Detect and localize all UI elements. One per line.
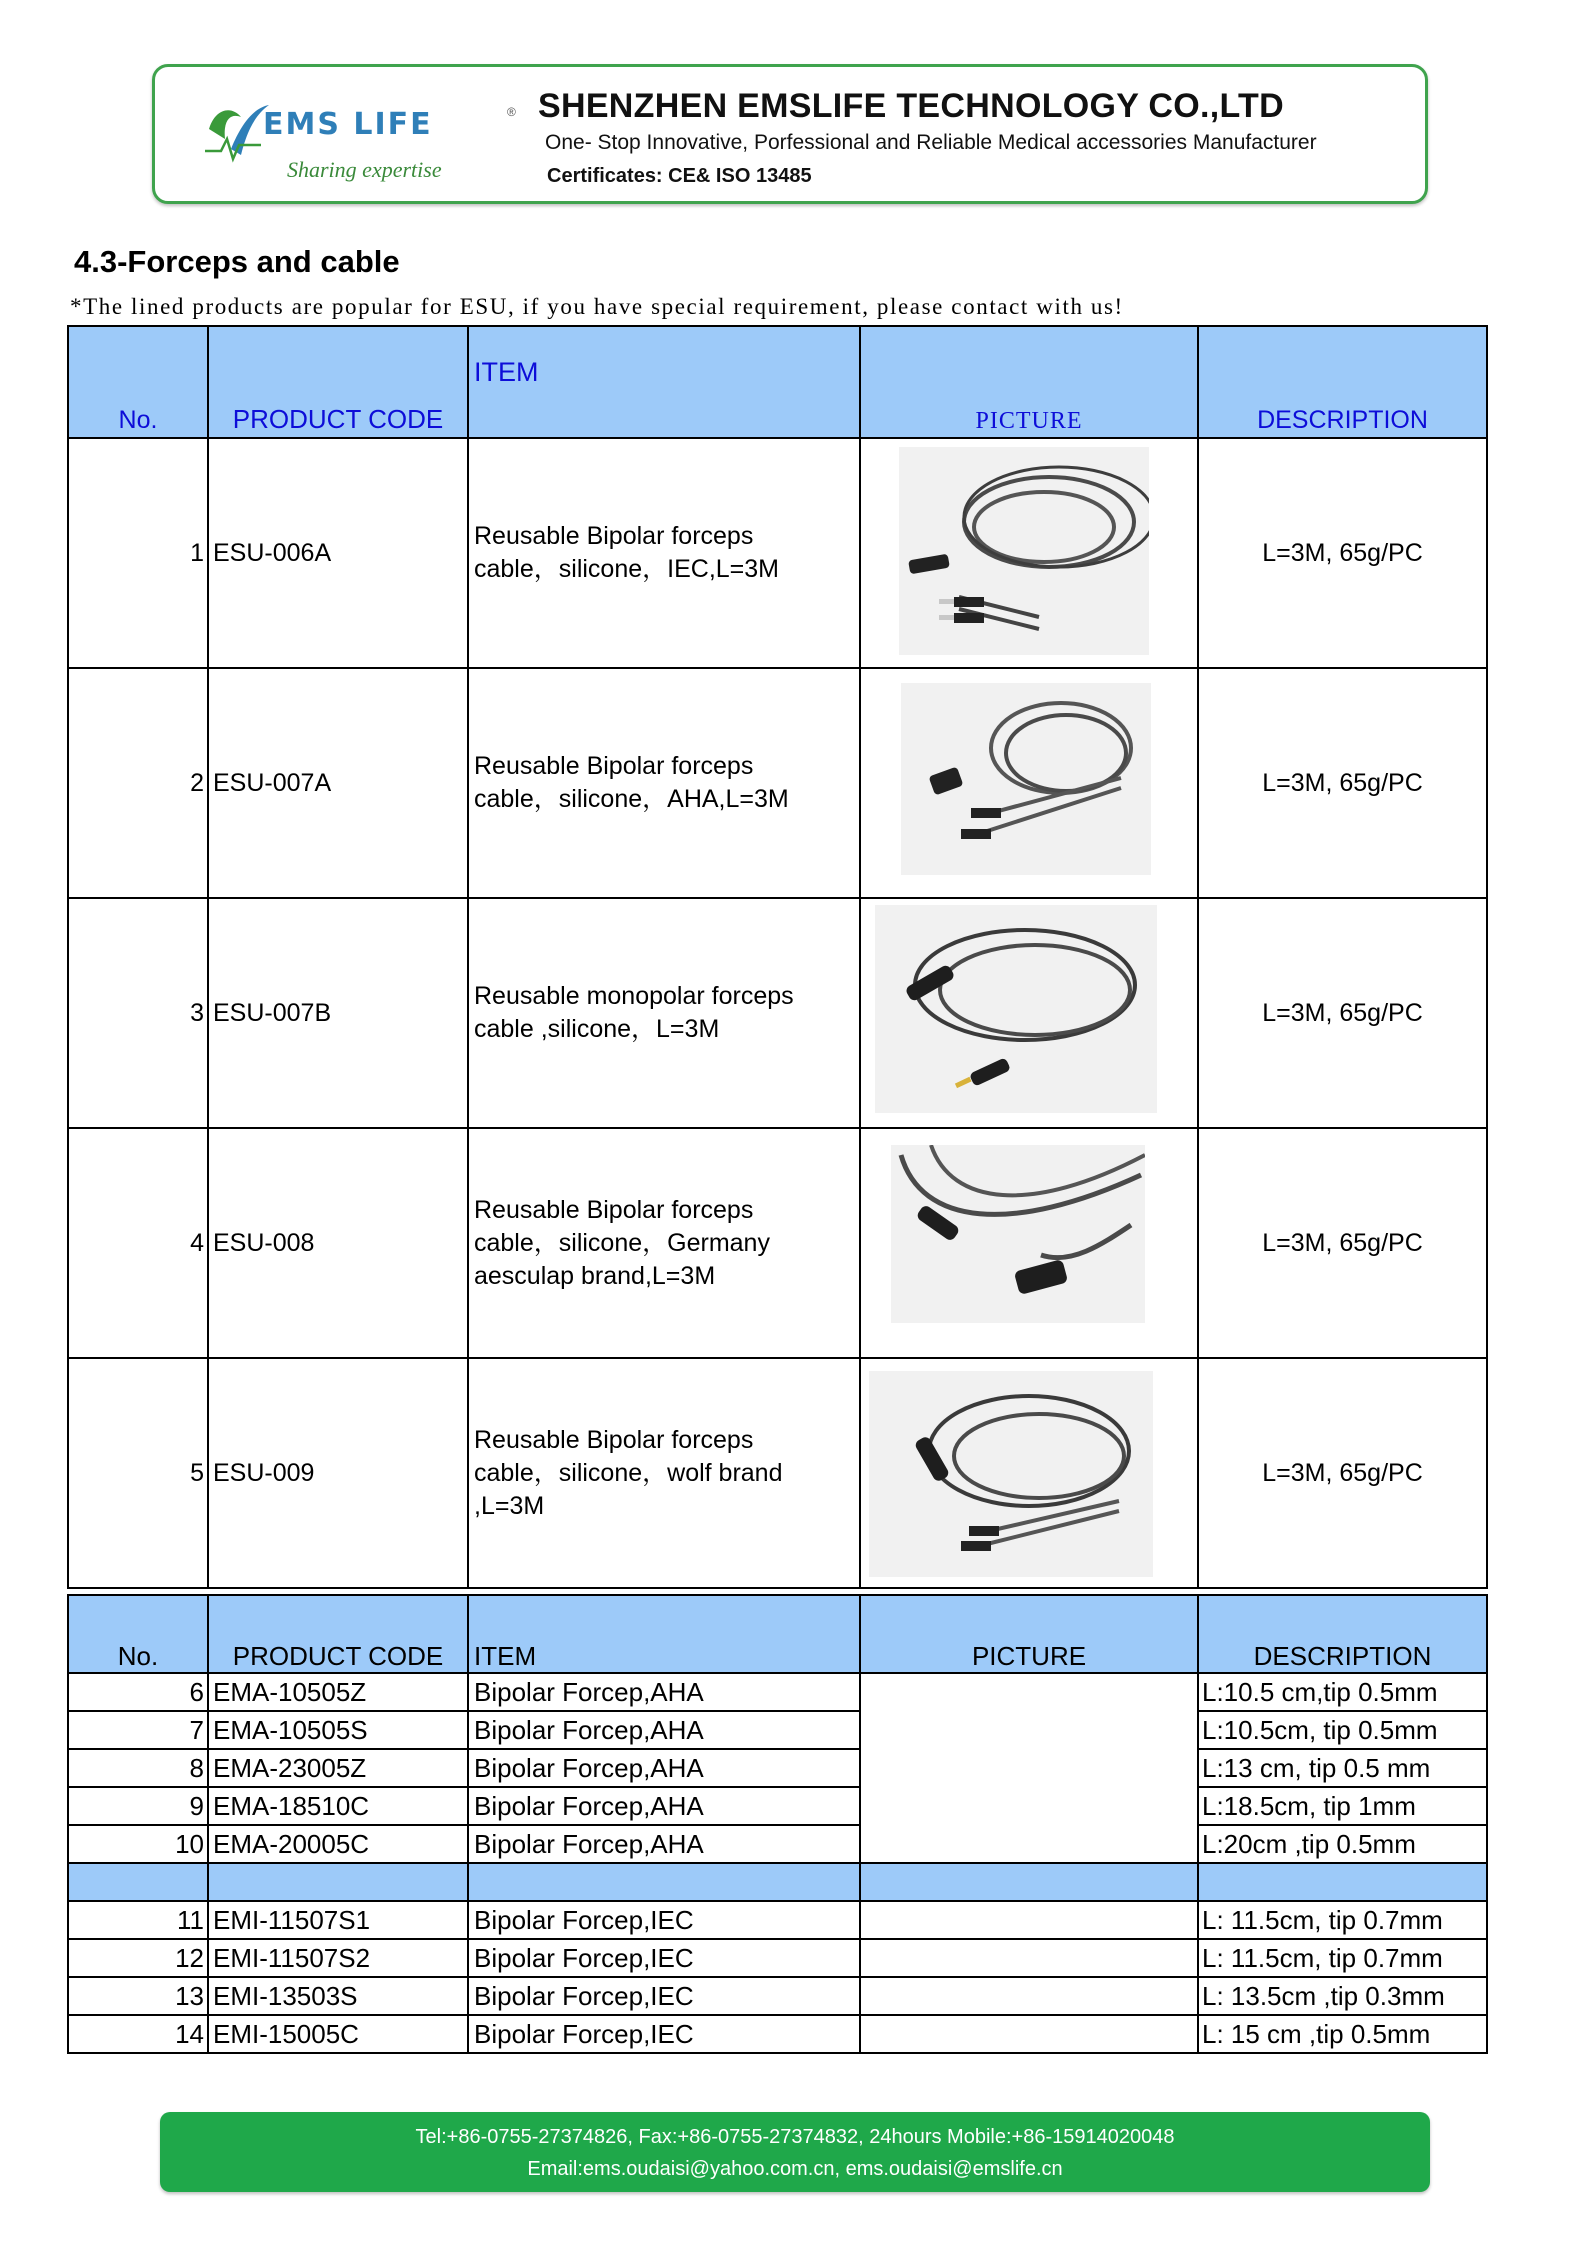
table-row [68, 1977, 1487, 2015]
row-picture [860, 1673, 1198, 1863]
row-no: 12 [68, 1939, 208, 1977]
row-item-line: aesculap brand,L=3M [474, 1261, 716, 1290]
table-row [68, 2015, 1487, 2053]
row-no: 3 [68, 898, 208, 1128]
row-no: 14 [68, 2015, 208, 2053]
logo-brand-text: EMS LIFE [263, 107, 433, 142]
row-description: L=3M, 65g/PC [1198, 898, 1487, 1128]
row-no: 9 [68, 1787, 208, 1825]
row-no: 8 [68, 1749, 208, 1787]
row-product-code: EMI-11507S1 [208, 1901, 468, 1939]
table-row [68, 438, 1487, 668]
row-no: 2 [68, 668, 208, 898]
header-picture: PICTURE [860, 1595, 1198, 1673]
row-no: 1 [68, 438, 208, 668]
row-picture [860, 1939, 1198, 1977]
row-product-code: EMA-10505Z [208, 1673, 468, 1711]
header-item: ITEM [468, 1595, 860, 1673]
row-no: 6 [68, 1673, 208, 1711]
table-row [68, 898, 1487, 1128]
row-item: Bipolar Forcep,AHA [468, 1825, 860, 1863]
footer-phone-line: Tel:+86-0755-27374826, Fax:+86-0755-27374832, 24hours Mobile:+86-15914020048 [415, 2126, 1175, 2148]
table-row [68, 1673, 1487, 1711]
row-item: Bipolar Forcep,AHA [468, 1749, 860, 1787]
row-item-line: cable ,silicone，L=3M [474, 1015, 720, 1043]
row-no: 7 [68, 1711, 208, 1749]
table-header-row [68, 1595, 1487, 1673]
row-product-code: ESU-008 [208, 1128, 468, 1358]
row-item-line: ,L=3M [474, 1491, 545, 1520]
table-row [68, 1128, 1487, 1358]
row-description: L:10.5cm, tip 0.5mm [1198, 1711, 1487, 1749]
row-picture [860, 668, 1198, 898]
table-row [68, 1787, 1487, 1825]
table-row [68, 1358, 1487, 1588]
row-item [468, 668, 860, 898]
row-item: Bipolar Forcep,AHA [468, 1787, 860, 1825]
row-item: Bipolar Forcep,IEC [468, 1939, 860, 1977]
table-header-row [68, 326, 1487, 438]
section-note: *The lined products are popular for ESU, if you have special requirement, please contact with us! [70, 294, 1124, 319]
row-product-code: ESU-007B [208, 898, 468, 1128]
row-product-code: EMI-11507S2 [208, 1939, 468, 1977]
row-item [468, 898, 860, 1128]
company-tagline: One- Stop Innovative, Porfessional and Reliable Medical accessories Manufacturer [545, 131, 1317, 154]
cable-products-table [67, 325, 1488, 1589]
row-item [468, 438, 860, 668]
company-certificates: Certificates: CE& ISO 13485 [547, 165, 812, 187]
table-row [68, 1711, 1487, 1749]
row-description: L: 11.5cm, tip 0.7mm [1198, 1939, 1487, 1977]
row-description: L=3M, 65g/PC [1198, 438, 1487, 668]
row-item: Bipolar Forcep,IEC [468, 1901, 860, 1939]
row-no: 11 [68, 1901, 208, 1939]
row-description: L:20cm ,tip 0.5mm [1198, 1825, 1487, 1863]
row-description: L=3M, 65g/PC [1198, 1128, 1487, 1358]
row-item [468, 1358, 860, 1588]
company-name: SHENZHEN EMSLIFE TECHNOLOGY CO.,LTD [538, 87, 1284, 125]
row-item-line: Reusable monopolar forceps [474, 982, 794, 1010]
row-product-code: EMI-15005C [208, 2015, 468, 2053]
row-item-line: cable，silicone，IEC,L=3M [474, 555, 779, 583]
header-description: DESCRIPTION [1198, 1595, 1487, 1673]
row-item-line: Reusable Bipolar forceps [474, 522, 754, 550]
row-product-code: EMI-13503S [208, 1977, 468, 2015]
row-no: 13 [68, 1977, 208, 2015]
contact-footer [160, 2112, 1430, 2192]
row-picture [860, 1901, 1198, 1939]
row-product-code: EMA-10505S [208, 1711, 468, 1749]
table-separator-row [68, 1863, 1487, 1901]
row-no: 10 [68, 1825, 208, 1863]
row-item-line: Reusable Bipolar forceps [474, 1195, 754, 1224]
row-product-code: ESU-007A [208, 668, 468, 898]
header-picture: PICTURE [860, 326, 1198, 438]
row-item: Bipolar Forcep,AHA [468, 1673, 860, 1711]
row-item-line: cable，silicone，wolf brand [474, 1458, 783, 1487]
row-item-line: Reusable Bipolar forceps [474, 1425, 754, 1454]
emslife-swoosh-icon [201, 99, 271, 169]
company-header-banner [152, 64, 1428, 204]
row-description: L=3M, 65g/PC [1198, 668, 1487, 898]
section-title: 4.3-Forceps and cable [74, 244, 400, 279]
header-no: No. [68, 326, 208, 438]
row-product-code: ESU-009 [208, 1358, 468, 1588]
header-description: DESCRIPTION [1198, 326, 1487, 438]
table-row [68, 1749, 1487, 1787]
cable-photo-icon [875, 905, 1157, 1113]
company-logo [201, 85, 516, 185]
table-row [68, 1901, 1487, 1939]
cable-photo-icon [901, 683, 1151, 875]
row-item-line: cable，silicone，AHA,L=3M [474, 785, 789, 813]
cable-photo-icon [891, 1145, 1145, 1323]
logo-tagline: Sharing expertise [287, 157, 442, 182]
row-item: Bipolar Forcep,AHA [468, 1711, 860, 1749]
header-product-code: PRODUCT CODE [208, 326, 468, 438]
row-item [468, 1128, 860, 1358]
row-description: L: 15 cm ,tip 0.5mm [1198, 2015, 1487, 2053]
row-picture [860, 2015, 1198, 2053]
table-row [68, 668, 1487, 898]
registered-mark: ® [507, 105, 516, 119]
row-picture [860, 898, 1198, 1128]
footer-email-line: Email:ems.oudaisi@yahoo.com.cn, ems.oudaisi@emslife.cn [527, 2158, 1063, 2180]
row-description: L=3M, 65g/PC [1198, 1358, 1487, 1588]
row-description: L: 11.5cm, tip 0.7mm [1198, 1901, 1487, 1939]
row-description: L: 13.5cm ,tip 0.3mm [1198, 1977, 1487, 2015]
row-description: L:18.5cm, tip 1mm [1198, 1787, 1487, 1825]
header-no: No. [68, 1595, 208, 1673]
cable-photo-icon [899, 447, 1149, 655]
row-picture [860, 1128, 1198, 1358]
row-picture [860, 438, 1198, 668]
cable-photo-icon [869, 1371, 1153, 1577]
row-picture [860, 1977, 1198, 2015]
row-product-code: EMA-20005C [208, 1825, 468, 1863]
row-description: L:10.5 cm,tip 0.5mm [1198, 1673, 1487, 1711]
row-item-line: Reusable Bipolar forceps [474, 752, 754, 780]
table-row [68, 1939, 1487, 1977]
row-description: L:13 cm, tip 0.5 mm [1198, 1749, 1487, 1787]
row-product-code: ESU-006A [208, 438, 468, 668]
row-product-code: EMA-23005Z [208, 1749, 468, 1787]
forceps-products-table [67, 1594, 1488, 2054]
row-item: Bipolar Forcep,IEC [468, 1977, 860, 2015]
header-item: ITEM [468, 326, 860, 438]
row-no: 5 [68, 1358, 208, 1588]
row-item: Bipolar Forcep,IEC [468, 2015, 860, 2053]
header-product-code: PRODUCT CODE [208, 1595, 468, 1673]
row-product-code: EMA-18510C [208, 1787, 468, 1825]
row-no: 4 [68, 1128, 208, 1358]
table-row [68, 1825, 1487, 1863]
row-picture [860, 1358, 1198, 1588]
row-item-line: cable，silicone，Germany [474, 1228, 770, 1257]
